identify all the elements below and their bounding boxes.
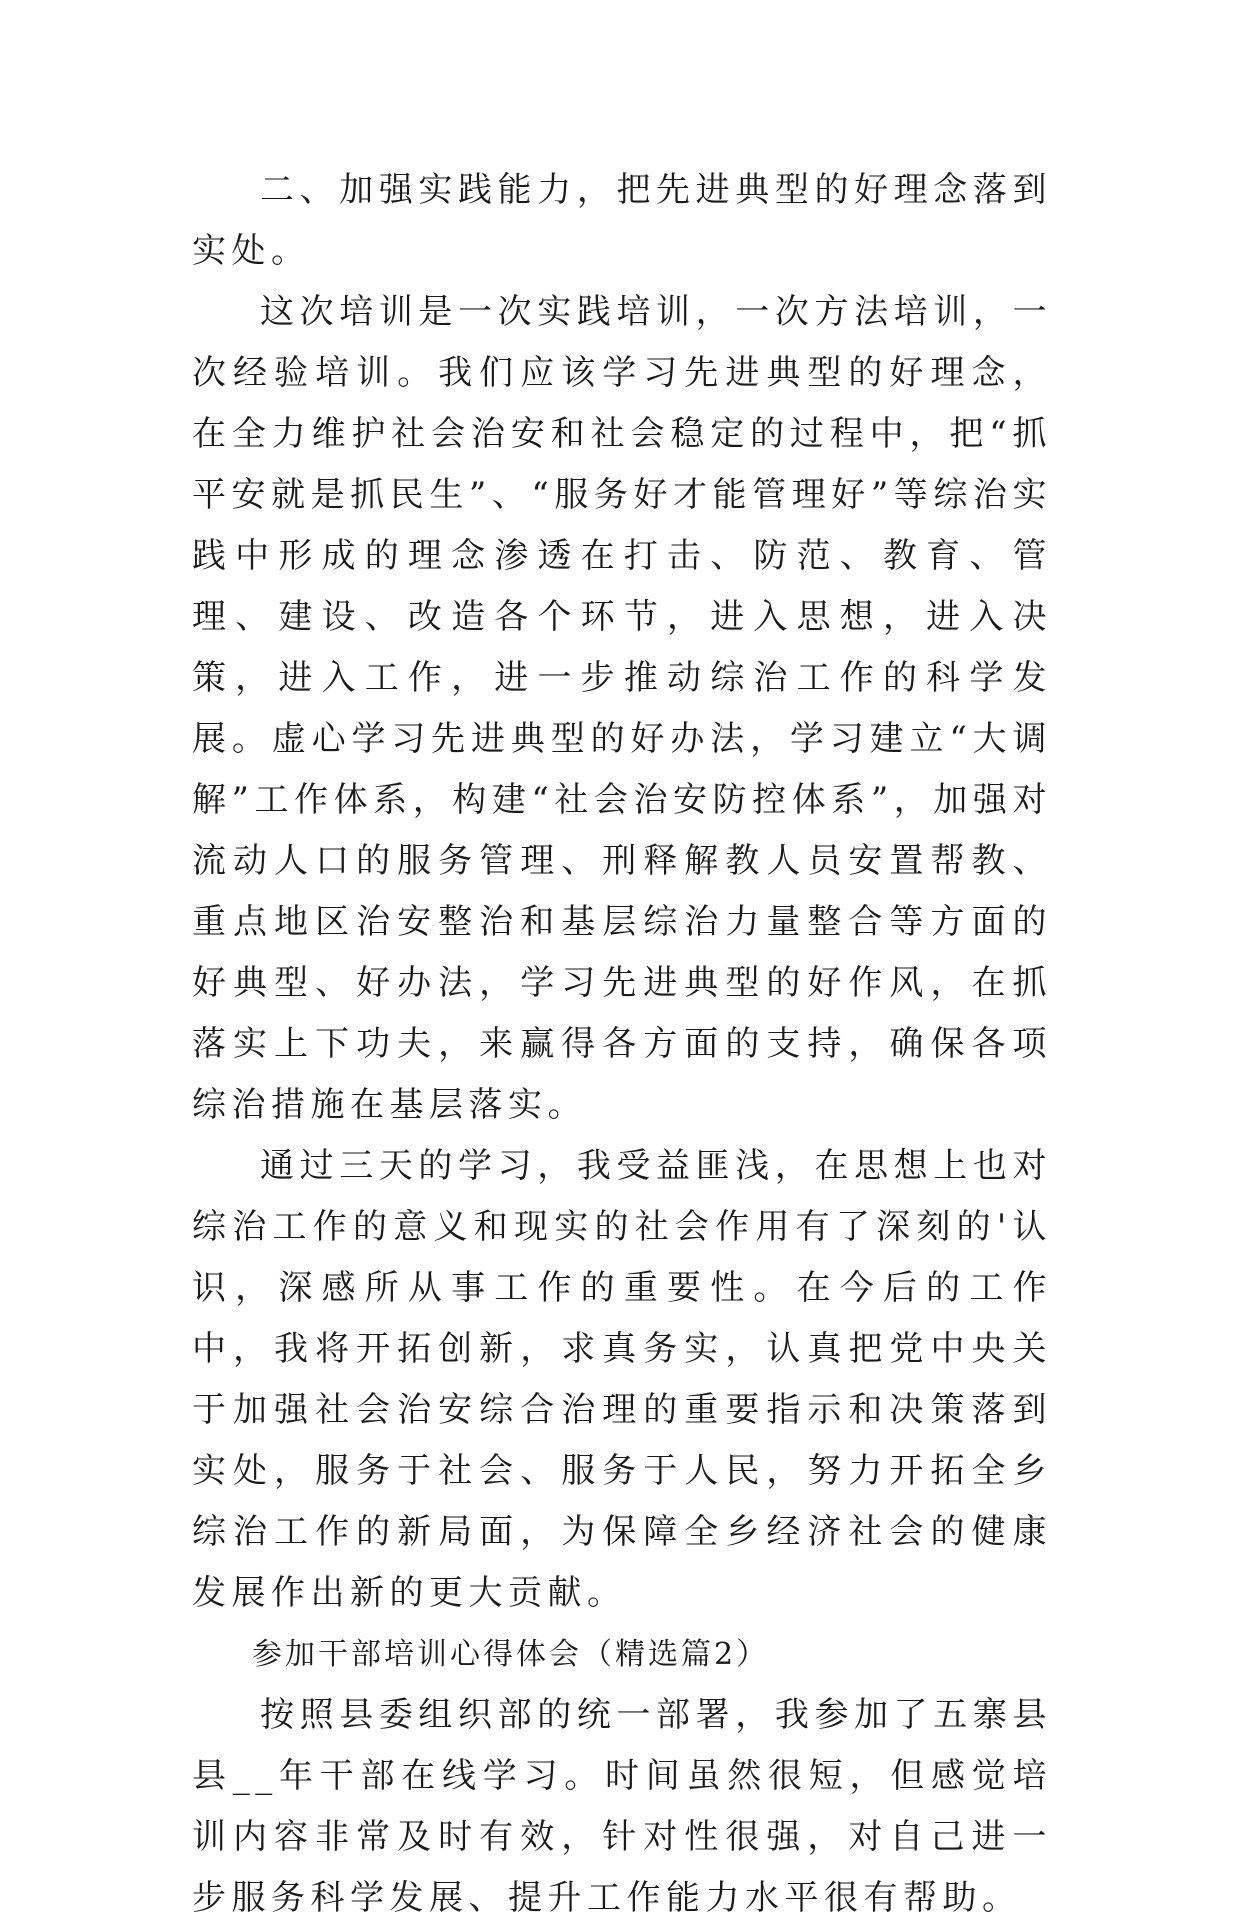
body-paragraph: 这次培训是一次实践培训，一次方法培训，一次经验培训。我们应该学习先进典型的好理念，在全力维护社会治安和社会稳定的过程中，把“抓平安就是抓民生”、“服务好才能管理好”等综治实践中形成的理念渗透在打击、防范、教育、管理、建设、改造各个环节，进入思想，进入决策，进入工作，进一步推动综治工作的科学发展。虚心学习先进典型的好办法，学习建立“大调解”工作体系，构建“社会治安防控体系”，加强对流动人口的服务管理、刑释解教人员安置帮教、重点地区治安整治和基层综治力量整合等方面的好典型、好办法，学习先进典型的好作风，在抓落实上下功夫，来赢得各方面的支持，确保各项综治措施在基层落实。	[192, 292, 1052, 1125]
article-title-paragraph: 参加干部培训心得体会（精选篇2）	[252, 1637, 770, 1672]
body-paragraph: 按照县委组织部的统一部署，我参加了五寨县县__年干部在线学习。时间虽然很短，但感觉培训内容非常及时有效，针对性很强，对自己进一步服务科学发展、提升工作能力水平很有帮助。	[192, 1695, 1052, 1918]
body-paragraph: 通过三天的学习，我受益匪浅，在思想上也对综治工作的意义和现实的社会作用有了深刻的'认识，深感所从事工作的重要性。在今后的工作中，我将开拓创新，求真务实，认真把党中央关于加强社会治安综合治理的重要指示和决策落到实处，服务于社会、服务于人民，努力开拓全乡综治工作的新局面，为保障全乡经济社会的健康发展作出新的更大贡献。	[192, 1146, 1052, 1613]
document-body	[192, 160, 1052, 1929]
section-heading-paragraph: 二、加强实践能力，把先进典型的好理念落到实处。	[192, 170, 1052, 271]
